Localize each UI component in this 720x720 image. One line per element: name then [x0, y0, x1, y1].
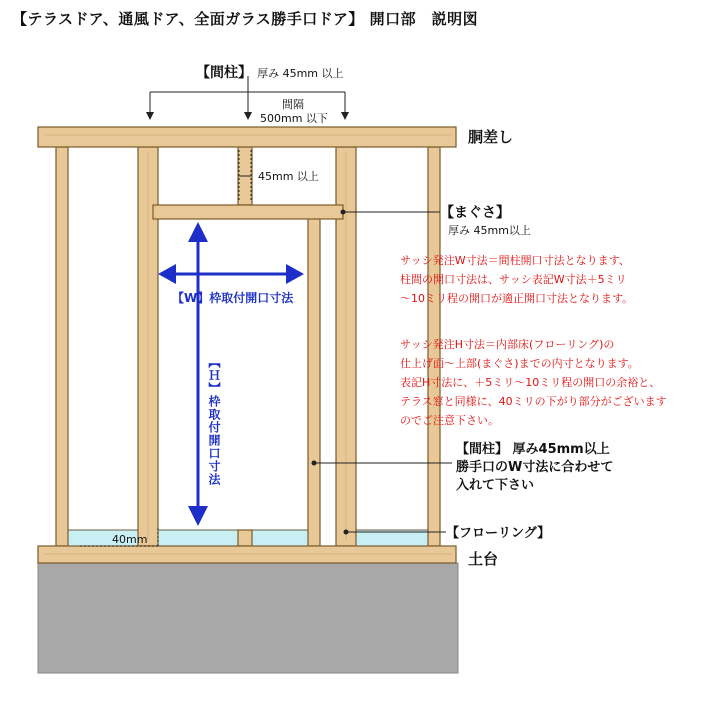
note-h-line: 表記H寸法に、＋5ミリ～10ミリ程の開口の余裕と、 — [400, 376, 661, 389]
note-w-line: 柱間の開口寸法は、サッシ表記W寸法＋5ミリ — [400, 273, 627, 286]
stud-center-bottom — [238, 530, 252, 546]
foundation-block — [38, 563, 458, 673]
column-annotation-line: 勝手口のW寸法に合わせて — [456, 460, 614, 475]
column-annotation — [456, 441, 613, 495]
top-column-thickness: 厚み 45mm 以上 — [257, 67, 344, 80]
dousashi-label: 胴差し — [468, 128, 514, 146]
flooring-strip-right — [252, 530, 308, 546]
magusa-label: 【まぐさ】 — [440, 205, 510, 221]
w-dimension-label: 【W】枠取付開口寸法 — [172, 291, 294, 305]
dodai-label: 土台 — [468, 550, 499, 568]
dousashi-beam — [38, 127, 456, 147]
flooring-label: 【フローリング】 — [446, 526, 551, 541]
note-h-line: テラス窓と同様に、40ミリの下がり部分がございます — [400, 395, 667, 408]
h-dimension-label: 【Ｈ】枠取付開口寸法 — [207, 356, 221, 486]
note-h-line: 仕上げ面～上部(まぐさ)までの内寸となります。 — [400, 357, 639, 370]
note-h-line: サッシ発注H寸法＝内部床(フローリング)の — [400, 338, 615, 351]
stud-gap-label: 45mm 以上 — [258, 170, 319, 183]
spacing-label: 間隔 — [282, 98, 304, 111]
note-w-line: ～10ミリ程の開口が適正開口寸法となります。 — [400, 292, 634, 305]
dodai-sill — [38, 546, 456, 563]
note-h-dimension — [400, 335, 667, 430]
note-w-line: サッシ発注W寸法＝間柱開口寸法となります、 — [400, 254, 630, 267]
floor-gap-label: 40mm — [112, 533, 148, 546]
column-annotation-line: 入れて下さい — [456, 478, 535, 493]
magusa-thickness: 厚み 45mm以上 — [448, 224, 531, 237]
note-h-line: のでご注意下さい。 — [400, 414, 499, 427]
note-w-dimension — [400, 251, 633, 308]
flooring-strip-mid — [158, 530, 238, 546]
top-column-label: 【間柱】 — [196, 65, 252, 81]
spacing-value: 500mm 以下 — [260, 112, 328, 125]
top-column-annotation — [196, 62, 344, 82]
stud-opening-right — [308, 218, 320, 546]
magusa-header — [153, 205, 343, 219]
diagram-title: 【テラスドア、通風ドア、全面ガラス勝手口ドア】 開口部 説明図 — [12, 10, 479, 28]
column-annotation-line: 【間柱】 厚み45mm以上 — [456, 442, 610, 457]
stud-far-left — [56, 147, 68, 546]
